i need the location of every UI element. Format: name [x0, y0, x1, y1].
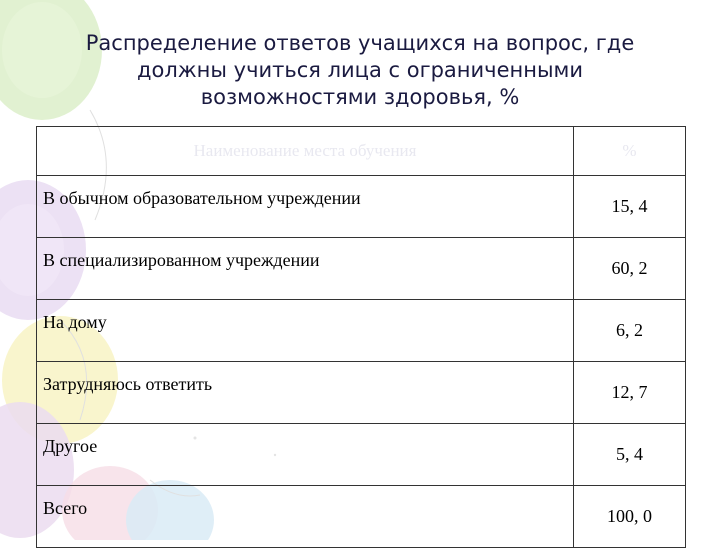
- row-value: 15, 4: [574, 176, 686, 238]
- slide-title: Распределение ответов учащихся на вопрос, где должны учиться лица с ограниченными возможностями здоровья, %: [85, 31, 635, 109]
- row-label: Всего: [37, 486, 574, 548]
- row-value: 60, 2: [574, 238, 686, 300]
- table-row: [37, 238, 686, 300]
- table-row: [37, 362, 686, 424]
- row-label: Другое: [37, 424, 574, 486]
- row-value: 5, 4: [574, 424, 686, 486]
- table-row: [37, 486, 686, 548]
- row-label: В обычном образовательном учреждении: [37, 176, 574, 238]
- row-label: Затрудняюсь ответить: [37, 362, 574, 424]
- table-row: [37, 424, 686, 486]
- header-place-of-study: Наименование места обучения: [37, 127, 574, 176]
- table-header-row: [37, 127, 686, 176]
- row-label: На дому: [37, 300, 574, 362]
- table-row: [37, 300, 686, 362]
- response-distribution-table: [36, 126, 686, 548]
- table-row: [37, 176, 686, 238]
- row-value: 100, 0: [574, 486, 686, 548]
- row-label: В специализированном учреждении: [37, 238, 574, 300]
- row-value: 12, 7: [574, 362, 686, 424]
- row-value: 6, 2: [574, 300, 686, 362]
- header-percent: %: [574, 127, 686, 176]
